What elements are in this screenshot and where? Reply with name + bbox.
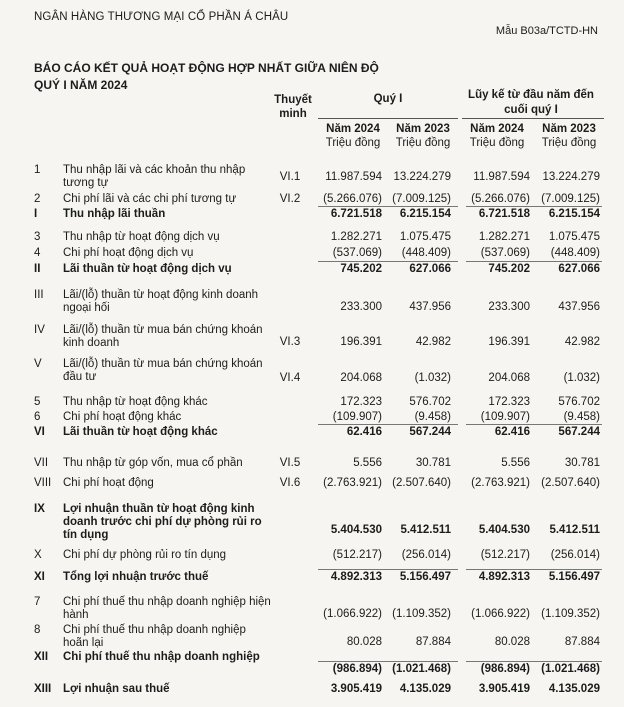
ytd-2024-value: 196.391 xyxy=(488,336,530,348)
row-note: VI.3 xyxy=(279,336,301,348)
ytd-2023-value: 437.956 xyxy=(558,301,600,313)
row-number: 7 xyxy=(34,596,41,608)
row-number: XIII xyxy=(34,683,52,695)
row-number: 6 xyxy=(34,411,41,423)
ytd-2024-value: 6.721.518 xyxy=(478,208,530,220)
q-unit-2024: Triệu đồng xyxy=(325,137,381,149)
ytd-header: Lũy kế từ đầu năm đến cuối quý I xyxy=(468,89,594,116)
ytd-2023-value: (1.021.468) xyxy=(541,663,600,675)
row-number: 1 xyxy=(34,164,41,176)
row-label: Lợi nhuận sau thuế xyxy=(63,683,170,695)
ytd-2024-value: 233.300 xyxy=(488,301,530,313)
quarter-2024-value: 80.028 xyxy=(346,636,382,648)
ytd-2023-value: 6.215.154 xyxy=(548,208,600,220)
quarter-2023-value: (256.014) xyxy=(401,549,451,561)
row-label: Lợi nhuận thuần từ hoạt động kinh doanh trước chi phí dự phòng rủi ro tín dụng xyxy=(63,503,262,541)
quarter-2024-value: 196.391 xyxy=(340,336,382,348)
row-number: V xyxy=(34,358,42,370)
subtotal-rule xyxy=(318,661,458,662)
quarter-2024-value: (109.907) xyxy=(332,411,382,423)
ytd-2024-value: 80.028 xyxy=(494,636,530,648)
q-year-2023: Năm 2023 xyxy=(396,123,450,135)
row-label: Lãi thuần từ hoạt động khác xyxy=(63,426,218,438)
ytd-2023-value: 5.412.511 xyxy=(549,524,600,536)
ytd-unit-2024: Triệu đồng xyxy=(469,137,525,149)
ytd-2024-value: 204.068 xyxy=(488,372,530,384)
ytd-2024-value: 4.892.313 xyxy=(478,571,530,583)
quarter-2023-value: 6.215.154 xyxy=(399,208,451,220)
row-label: Chi phí hoạt động dịch vụ xyxy=(63,247,194,259)
row-number: VIII xyxy=(34,477,52,489)
quarter-2024-value: (986.894) xyxy=(332,663,382,675)
row-label: Tổng lợi nhuận trước thuế xyxy=(63,571,209,583)
quarter-2024-value: (1.066.922) xyxy=(323,608,382,620)
row-label: Chi phí thuế thu nhập doanh nghiệp xyxy=(63,651,260,663)
quarter-2024-value: 172.323 xyxy=(340,396,382,408)
quarter-2024-value: 6.721.518 xyxy=(330,208,382,220)
quarter-2024-value: 745.202 xyxy=(340,263,382,275)
ytd-2024-value: 5.556 xyxy=(501,457,530,469)
ytd-2023-value: 4.135.029 xyxy=(548,683,600,695)
ytd-2024-value: 11.987.594 xyxy=(473,171,530,183)
quarter-2023-value: 4.135.029 xyxy=(399,683,451,695)
ytd-2024-value: (986.894) xyxy=(480,663,530,675)
quarter-2023-value: 87.884 xyxy=(415,636,451,648)
quarter-2023-value: 1.075.475 xyxy=(399,231,451,243)
quarter-2024-value: (2.763.921) xyxy=(323,477,382,489)
quarter-2023-value: (448.409) xyxy=(401,247,451,259)
quarter-2023-value: (9.458) xyxy=(414,411,451,423)
ytd-2024-value: 172.323 xyxy=(488,396,530,408)
row-label: Thu nhập từ hoạt động dịch vụ xyxy=(63,231,220,243)
quarter-2023-value: 437.956 xyxy=(409,301,451,313)
row-note: VI.1 xyxy=(279,171,301,183)
row-number: 3 xyxy=(34,231,41,243)
subtotal-rule xyxy=(466,261,602,262)
row-number: XI xyxy=(34,571,45,583)
ytd-2023-value: (256.014) xyxy=(550,549,600,561)
ytd-2024-value: 745.202 xyxy=(488,263,530,275)
row-label: Lãi/(lỗ) thuần từ hoạt động kinh doanh ngoại hối xyxy=(63,289,259,314)
ytd-2024-value: (512.217) xyxy=(480,549,530,561)
row-label: Thu nhập lãi và các khoản thu nhập tương tự xyxy=(63,164,246,189)
row-label: Chi phí thuế thu nhập doanh nghiệp hiện hành xyxy=(63,596,271,621)
subtotal-rule xyxy=(318,261,458,262)
row-number: IV xyxy=(34,324,45,336)
quarter-2024-value: 5.404.530 xyxy=(330,524,382,536)
q-unit-2023: Triệu đồng xyxy=(395,137,451,149)
ytd-header-divider xyxy=(462,118,604,119)
ytd-2023-value: (9.458) xyxy=(563,411,600,423)
row-label: Lãi/(lỗ) thuần từ mua bán chứng khoán đầu tư xyxy=(63,358,263,383)
ytd-2023-value: 5.156.497 xyxy=(548,571,600,583)
ytd-2023-value: 13.224.279 xyxy=(542,171,600,183)
quarter-2023-value: 30.781 xyxy=(415,457,451,469)
ytd-2024-value: 3.905.419 xyxy=(478,683,530,695)
quarter-2023-value: (7.009.125) xyxy=(392,193,451,205)
row-number: 8 xyxy=(34,624,41,636)
report-period: QUÝ I NĂM 2024 xyxy=(34,78,128,92)
report-title: BÁO CÁO KẾT QUẢ HOẠT ĐỘNG HỢP NHẤT GIỮA NIÊN ĐỘ xyxy=(34,61,379,75)
ytd-2023-value: 627.066 xyxy=(558,263,600,275)
ytd-2023-value: (1.032) xyxy=(563,372,600,384)
ytd-2024-value: (2.763.921) xyxy=(471,477,530,489)
row-note: VI.5 xyxy=(279,457,301,469)
quarter-2023-value: 5.412.511 xyxy=(400,524,451,536)
quarter-2024-value: 3.905.419 xyxy=(330,683,382,695)
subtotal-rule xyxy=(466,569,602,570)
quarter-2024-value: (537.069) xyxy=(332,247,382,259)
ytd-year-2024: Năm 2024 xyxy=(470,123,524,135)
ytd-2023-value: (2.507.640) xyxy=(541,477,600,489)
row-label: Chi phí hoạt động khác xyxy=(63,411,182,423)
quarter-2023-value: (2.507.640) xyxy=(392,477,451,489)
subtotal-rule xyxy=(318,206,458,207)
ytd-2023-value: (448.409) xyxy=(550,247,600,259)
ytd-2024-value: (109.907) xyxy=(480,411,530,423)
subtotal-rule xyxy=(466,424,602,425)
quarter-2023-value: 576.702 xyxy=(409,396,451,408)
quarter-2024-value: 204.068 xyxy=(340,372,382,384)
q-year-2024: Năm 2024 xyxy=(326,123,380,135)
subtotal-rule xyxy=(466,206,602,207)
quarter-2024-value: 11.987.594 xyxy=(325,171,382,183)
row-label: Chi phí lãi và các chi phí tương tự xyxy=(63,193,237,205)
row-note: VI.2 xyxy=(279,193,301,205)
row-number: VII xyxy=(34,457,49,469)
row-label: Chi phí hoạt động xyxy=(63,477,154,489)
quarter-2023-value: 567.244 xyxy=(409,426,451,438)
ytd-2023-value: 87.884 xyxy=(564,636,600,648)
ytd-unit-2023: Triệu đồng xyxy=(541,137,597,149)
subtotal-rule xyxy=(318,569,458,570)
quarter-2023-value: 13.224.279 xyxy=(393,171,451,183)
row-label: Lãi/(lỗ) thuần từ mua bán chứng khoán kinh doanh xyxy=(63,324,263,349)
row-label: Thu nhập từ góp vốn, mua cổ phần xyxy=(63,457,243,469)
row-number: X xyxy=(34,549,42,561)
ytd-2023-value: (7.009.125) xyxy=(541,193,600,205)
quarter-header-divider xyxy=(318,118,458,119)
ytd-2023-value: 42.982 xyxy=(564,336,600,348)
ytd-2024-value: 1.282.271 xyxy=(478,231,530,243)
ytd-2024-value: 62.416 xyxy=(494,426,530,438)
ytd-2023-value: 1.075.475 xyxy=(548,231,600,243)
ytd-2023-value: 30.781 xyxy=(564,457,600,469)
row-number: III xyxy=(34,289,44,301)
ytd-2023-value: 576.702 xyxy=(558,396,600,408)
ytd-year-2023: Năm 2023 xyxy=(542,123,596,135)
row-number: II xyxy=(34,263,41,275)
quarter-2023-value: 627.066 xyxy=(409,263,451,275)
row-note: VI.6 xyxy=(279,477,301,489)
ytd-2024-value: 5.404.530 xyxy=(478,524,530,536)
quarter-2023-value: (1.032) xyxy=(414,372,451,384)
quarter-2024-value: 233.300 xyxy=(340,301,382,313)
row-number: 5 xyxy=(34,396,41,408)
quarter-2023-value: 5.156.497 xyxy=(399,571,451,583)
row-label: Lãi thuần từ hoạt động dịch vụ xyxy=(63,263,232,275)
quarter-2024-value: 1.282.271 xyxy=(330,231,382,243)
ytd-2024-value: (1.066.922) xyxy=(471,608,530,620)
subtotal-rule xyxy=(318,424,458,425)
row-number: IX xyxy=(34,503,45,515)
ytd-2024-value: (5.266.076) xyxy=(471,193,530,205)
quarter-2024-value: 4.892.313 xyxy=(330,571,382,583)
quarter-2023-value: (1.021.468) xyxy=(392,663,451,675)
row-number: 4 xyxy=(34,247,41,259)
subtotal-rule xyxy=(466,661,602,662)
note-column-header: Thuyết minh xyxy=(274,94,312,120)
row-number: 2 xyxy=(34,193,41,205)
quarter-2024-value: (512.217) xyxy=(332,549,382,561)
ytd-2024-value: (537.069) xyxy=(480,247,530,259)
row-label: Thu nhập từ hoạt động khác xyxy=(63,396,208,408)
ytd-2023-value: (1.109.352) xyxy=(541,608,600,620)
quarter-header: Quý I xyxy=(373,93,403,105)
ytd-2023-value: 567.244 xyxy=(558,426,600,438)
row-label: Chi phí dự phòng rủi ro tín dụng xyxy=(63,549,227,561)
row-note: VI.4 xyxy=(279,372,301,384)
quarter-2024-value: 5.556 xyxy=(353,457,382,469)
bank-name: NGÂN HÀNG THƯƠNG MẠI CỔ PHẦN Á CHÂU xyxy=(34,11,289,23)
quarter-2023-value: 42.982 xyxy=(415,336,451,348)
quarter-2024-value: 62.416 xyxy=(346,426,382,438)
row-number: VI xyxy=(34,426,45,438)
row-label: Thu nhập lãi thuần xyxy=(63,208,166,220)
quarter-2024-value: (5.266.076) xyxy=(323,193,382,205)
row-number: XII xyxy=(34,651,49,663)
row-label: Chi phí thuế thu nhập doanh nghiệp hoãn lại xyxy=(63,624,246,649)
row-number: I xyxy=(34,208,38,220)
quarter-2023-value: (1.109.352) xyxy=(392,608,451,620)
form-code: Mẫu B03a/TCTD-HN xyxy=(495,25,598,37)
